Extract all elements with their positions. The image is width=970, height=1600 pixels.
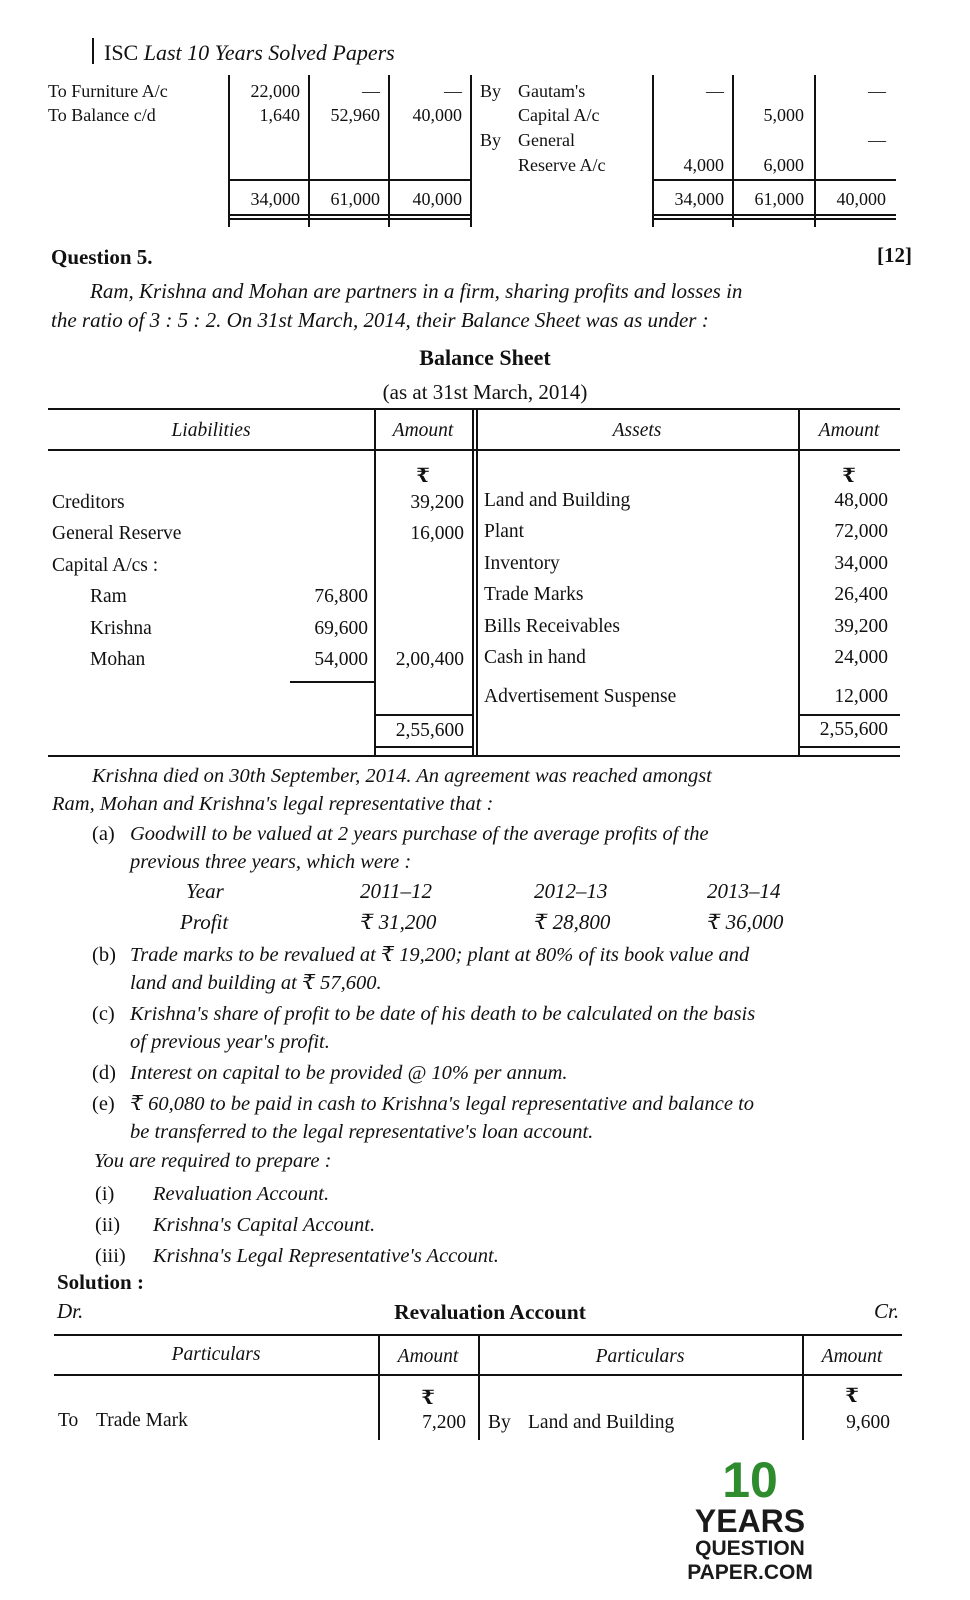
right-total: 34,000 (674, 189, 724, 209)
right-row-value: 5,000 (763, 105, 804, 125)
left-row-value: 40,000 (412, 105, 462, 125)
left-total: 34,000 (250, 189, 300, 209)
col-assets: Assets (612, 420, 662, 441)
particular-amount: 9,600 (846, 1412, 890, 1433)
balance-sheet-title: Balance Sheet (419, 345, 551, 370)
asset-amount: 39,200 (834, 616, 888, 637)
partner-capital: 69,600 (314, 618, 368, 639)
balance-sheet-table (48, 408, 900, 760)
profit-value: ₹ 28,800 (534, 910, 611, 934)
question-title: Question 5. (51, 245, 153, 269)
header-title: Last 10 Years Solved Papers (143, 40, 395, 65)
rupee-symbol: ₹ (421, 1388, 435, 1409)
question-intro: the ratio of 3 : 5 : 2. On 31st March, 2014, their Balance Sheet was as under : (51, 308, 709, 332)
rule (374, 746, 472, 748)
clause-b (92, 941, 912, 1001)
credit-label: Cr. (874, 1299, 900, 1323)
debit-label: Dr. (57, 1299, 84, 1323)
clause-label: (c) (92, 1003, 115, 1025)
asset-label: Inventory (484, 553, 560, 574)
clause-text: be transferred to the legal representative's loan account. (130, 1121, 594, 1143)
rule (228, 179, 470, 181)
clause-text: Trade marks to be revalued at ₹ 19,200; plant at 80% of its book value and (130, 944, 750, 966)
balance-sheet-date: (as at 31st March, 2014) (382, 380, 588, 404)
rule (48, 408, 900, 410)
particular-amount: 7,200 (422, 1412, 466, 1433)
profit-year: 2011–12 (360, 879, 432, 903)
liabilities-total: 2,55,600 (395, 720, 464, 741)
clause-d (92, 1059, 912, 1089)
asset-amount: 48,000 (834, 490, 888, 511)
asset-label: Trade Marks (484, 584, 584, 605)
partner-capital: 76,800 (314, 586, 368, 607)
left-row-value: 1,640 (259, 105, 300, 125)
col-amount: Amount (821, 1346, 883, 1367)
clause-text: Krishna's share of profit to be date of his death to be calculated on the basis (130, 1003, 756, 1025)
right-total: 61,000 (754, 189, 804, 209)
particular-label: Land and Building (528, 1412, 675, 1433)
logo-years: YEARS (694, 1503, 806, 1539)
partner-name: Krishna (90, 618, 152, 639)
rule (228, 214, 470, 216)
liability-amount: 39,200 (410, 492, 464, 513)
right-total: 40,000 (836, 189, 886, 209)
solution-title: Solution : (57, 1270, 144, 1294)
clause-text: Goodwill to be valued at 2 years purchase of the average profits of the (130, 823, 709, 845)
right-row-value: — (868, 130, 886, 150)
rupee-symbol: ₹ (845, 1386, 859, 1407)
particular-prefix: By (488, 1412, 511, 1433)
clause-label: (d) (92, 1062, 116, 1084)
col-liabilities: Liabilities (171, 420, 251, 441)
right-row-by: By (480, 130, 502, 150)
rule (470, 75, 472, 227)
col-particulars: Particulars (595, 1346, 685, 1367)
rule (48, 449, 900, 451)
col-amount: Amount (392, 420, 454, 441)
right-row-value: 4,000 (683, 155, 724, 175)
required-item-text: Revaluation Account. (153, 1183, 330, 1205)
asset-label: Plant (484, 521, 525, 542)
clause-label: (a) (92, 823, 115, 845)
page-header (104, 40, 395, 66)
required-label: (iii) (95, 1245, 126, 1267)
partner-name: Ram (90, 586, 127, 607)
asset-label: Land and Building (484, 490, 631, 511)
question-intro: Ram, Krishna and Mohan are partners in a firm, sharing profits and losses in (90, 279, 743, 303)
left-row-value: 52,960 (330, 105, 380, 125)
clause-label: (b) (92, 944, 116, 966)
watermark-logo (630, 1452, 870, 1585)
rule (48, 755, 900, 757)
asset-amount: 12,000 (834, 686, 888, 707)
capital-account-continuation (48, 75, 916, 235)
assets-total: 2,55,600 (819, 719, 888, 740)
col-amount: Amount (818, 420, 880, 441)
left-total: 40,000 (412, 189, 462, 209)
logo-site: QUESTION PAPER.COM (687, 1537, 813, 1584)
required-item (95, 1180, 795, 1210)
liability-label: Capital A/cs : (52, 555, 159, 576)
asset-amount: 34,000 (834, 553, 888, 574)
asset-amount: 72,000 (834, 521, 888, 542)
rule (652, 214, 896, 216)
rule (476, 408, 478, 757)
profit-value: ₹ 36,000 (707, 910, 784, 934)
asset-label: Advertisement Suspense (484, 686, 677, 707)
required-item-text: Krishna's Legal Representative's Account. (153, 1245, 499, 1267)
partner-capital: 54,000 (314, 649, 368, 670)
partner-name: Mohan (90, 649, 146, 670)
left-row-value: — (444, 81, 462, 101)
asset-label: Bills Receivables (484, 616, 620, 637)
particular-prefix: To (58, 1410, 79, 1431)
asset-amount: 26,400 (834, 584, 888, 605)
rule (228, 218, 470, 220)
left-row-label: To Furniture A/c (48, 81, 168, 101)
col-amount: Amount (397, 1346, 459, 1367)
particular-label: Trade Mark (96, 1410, 188, 1431)
right-row-value: 6,000 (763, 155, 804, 175)
required-item-text: Krishna's Capital Account. (153, 1214, 376, 1236)
required-label: (ii) (95, 1214, 121, 1236)
profit-year-label: Year (186, 879, 224, 903)
required-text: You are required to prepare : (94, 1150, 332, 1172)
rule (798, 714, 900, 716)
required-item (95, 1242, 795, 1272)
rule (374, 714, 472, 716)
col-particulars: Particulars (171, 1344, 261, 1365)
revaluation-account-table (54, 1334, 902, 1444)
rule (798, 746, 900, 748)
profit-value: ₹ 31,200 (360, 910, 437, 934)
right-row-label: Gautam's (518, 81, 586, 101)
rupee-symbol: ₹ (416, 466, 430, 487)
clause-text: previous three years, which were : (130, 851, 412, 873)
rule (290, 681, 374, 683)
rule (472, 408, 474, 757)
clause-text: land and building at ₹ 57,600. (130, 972, 382, 994)
clause-text: of previous year's profit. (130, 1031, 330, 1053)
right-row-label: Capital A/c (518, 105, 600, 125)
required-label: (i) (95, 1183, 115, 1205)
right-row-value: — (868, 81, 886, 101)
profit-label: Profit (180, 910, 229, 934)
right-row-value: — (706, 81, 724, 101)
left-row-value: — (362, 81, 380, 101)
rule (652, 218, 896, 220)
liability-amount: 16,000 (410, 523, 464, 544)
required-item (95, 1211, 795, 1241)
liability-amount: 2,00,400 (395, 649, 464, 670)
clause-text: Interest on capital to be provided @ 10% per annum. (130, 1062, 568, 1084)
profit-year: 2013–14 (707, 879, 781, 903)
revaluation-account-title: Revaluation Account (394, 1300, 586, 1324)
header-rule (92, 38, 94, 64)
left-row-value: 22,000 (250, 81, 300, 101)
clause-c (92, 1000, 912, 1060)
clause-label: (e) (92, 1093, 115, 1115)
right-row-label: Reserve A/c (518, 155, 606, 175)
clause-e (92, 1090, 912, 1150)
liability-label: Creditors (52, 492, 125, 513)
right-row-label: General (518, 130, 575, 150)
clause-text: ₹ 60,080 to be paid in cash to Krishna's legal representative and balance to (130, 1093, 755, 1115)
left-row-label: To Balance c/d (48, 105, 156, 125)
clause-a (92, 820, 912, 880)
rule (374, 408, 376, 757)
asset-label: Cash in hand (484, 647, 586, 668)
agreement-text: Ram, Mohan and Krishna's legal representative that : (52, 793, 494, 815)
rule (652, 179, 896, 181)
question-marks: [12] (877, 243, 912, 267)
profit-year: 2012–13 (534, 879, 608, 903)
right-row-by: By (480, 81, 502, 101)
logo-number: 10 (722, 1452, 778, 1508)
liability-label: General Reserve (52, 523, 182, 544)
asset-amount: 24,000 (834, 647, 888, 668)
agreement-text: Krishna died on 30th September, 2014. An agreement was reached amongst (92, 765, 712, 787)
left-total: 61,000 (330, 189, 380, 209)
rupee-symbol: ₹ (842, 466, 856, 487)
header-series: ISC (104, 40, 139, 65)
